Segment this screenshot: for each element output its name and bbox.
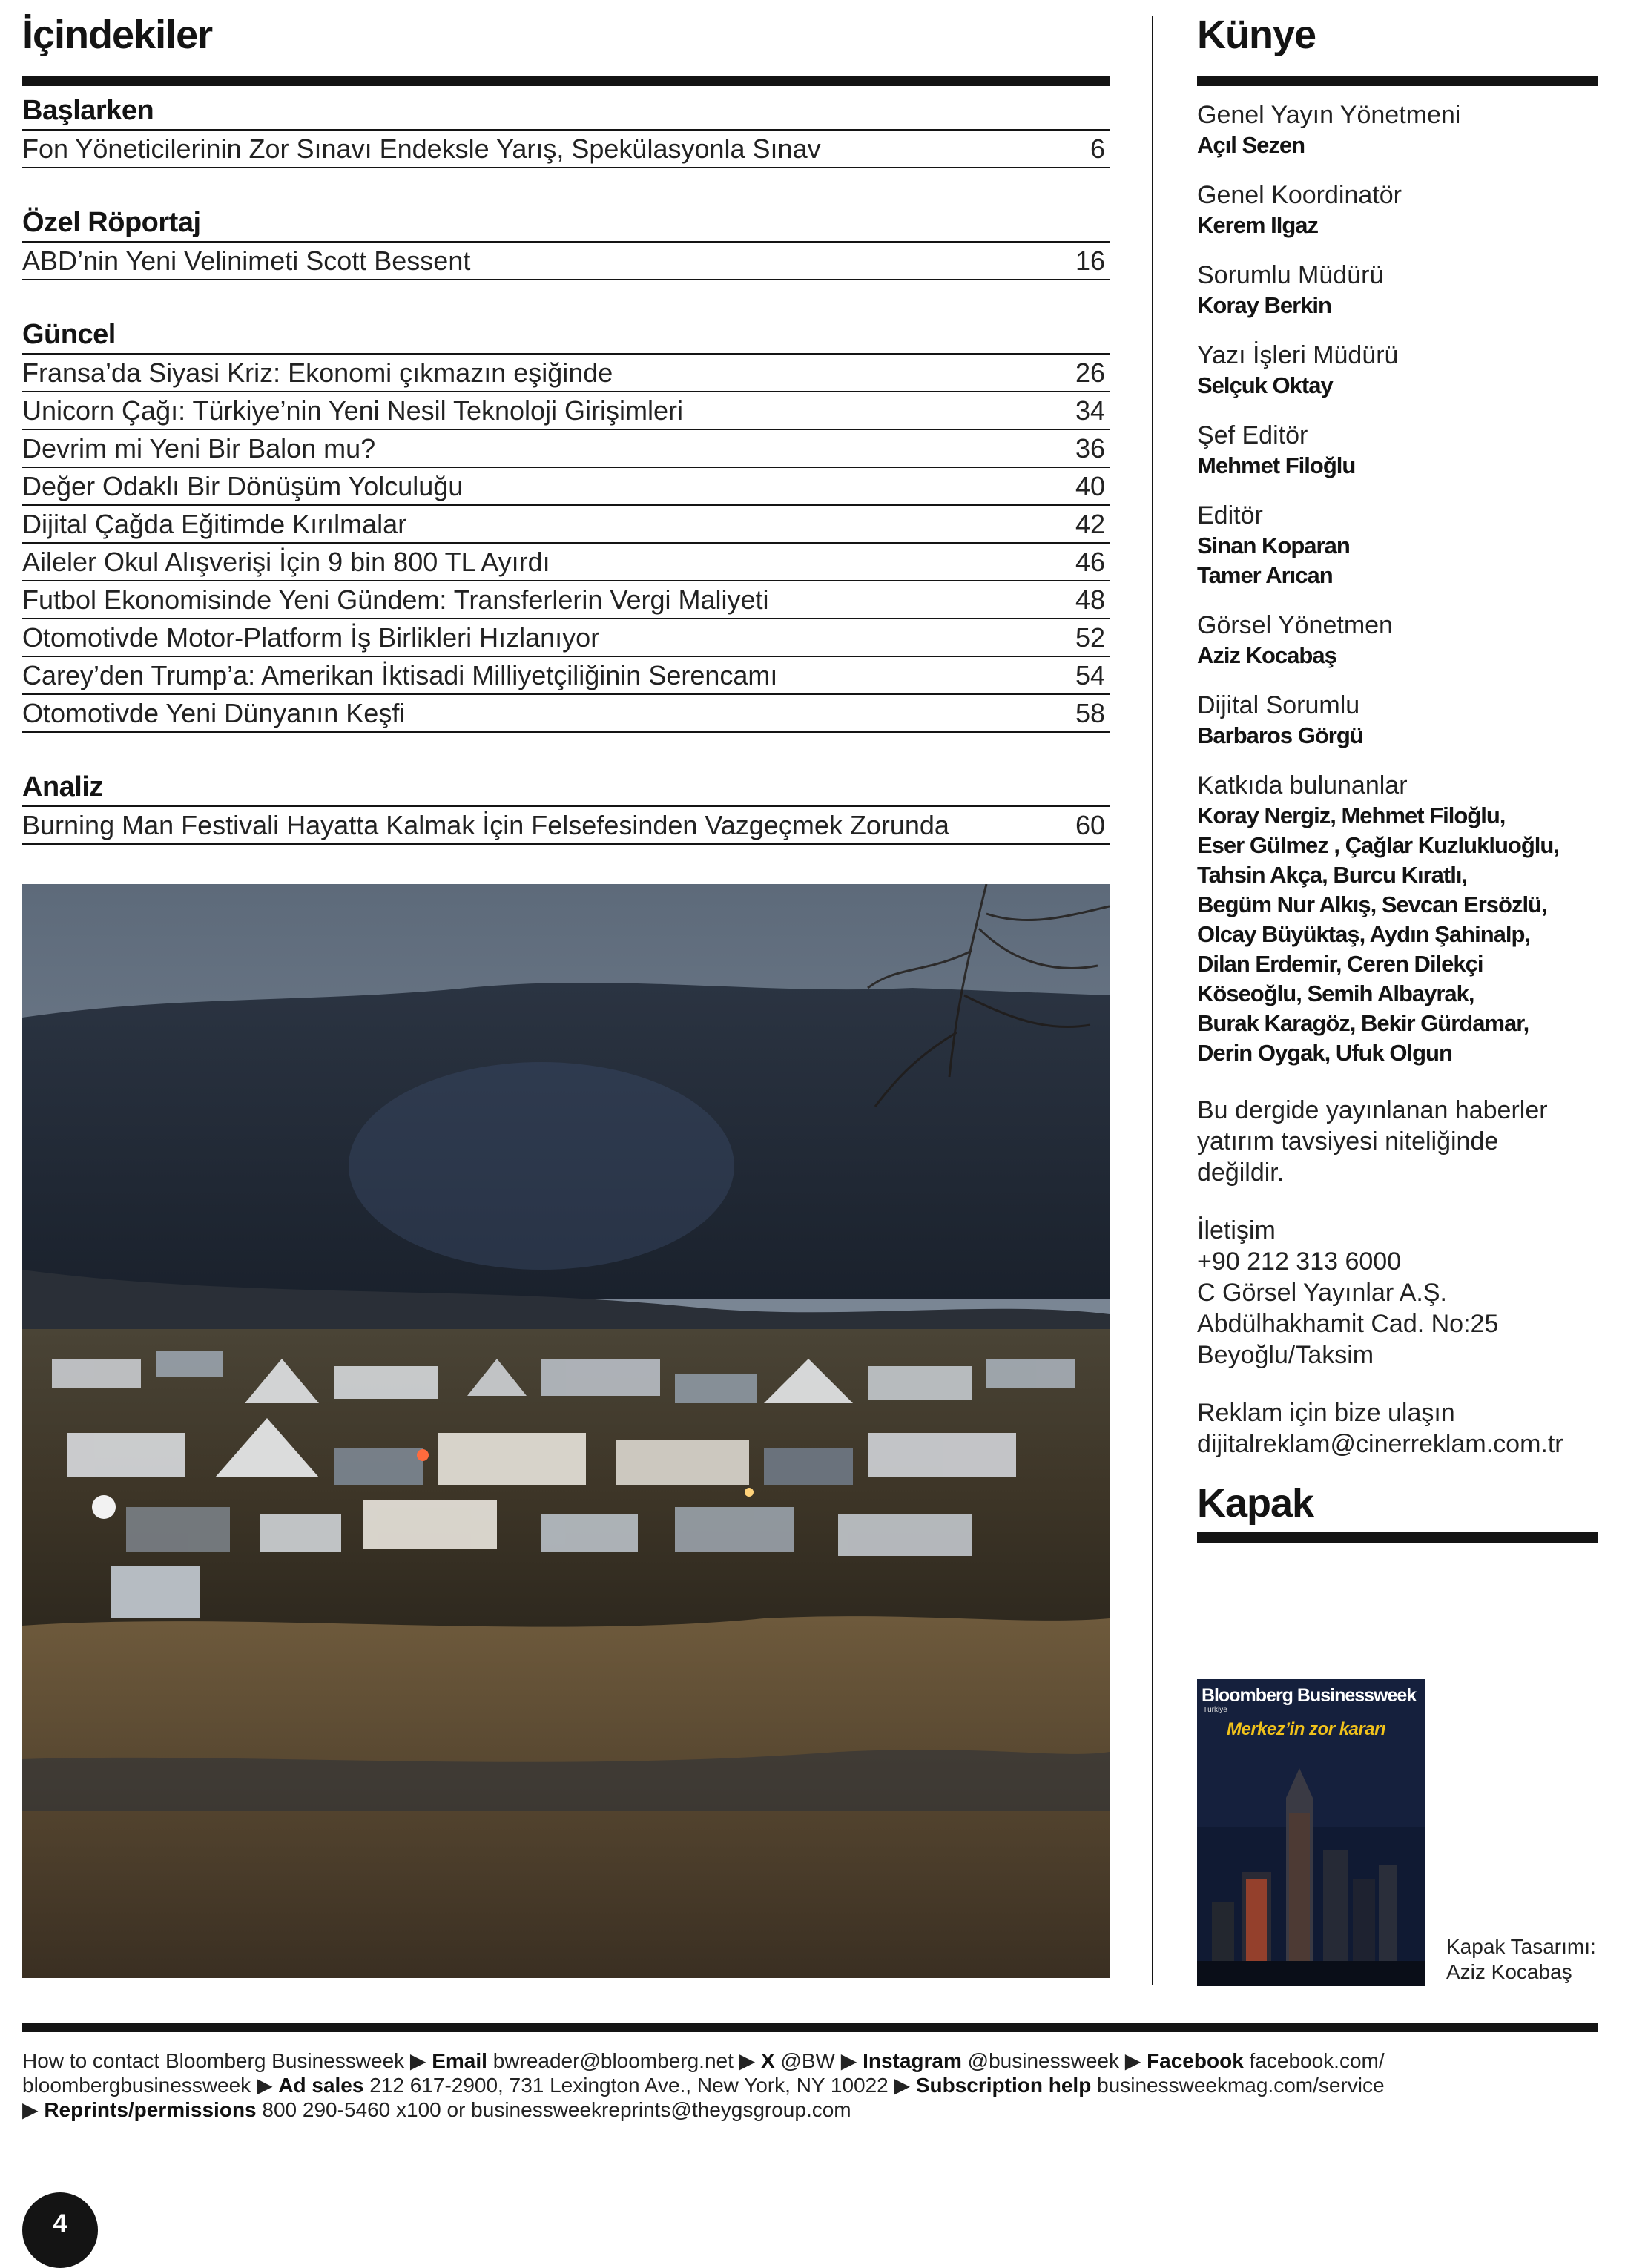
toc-section-heading: Güncel: [22, 319, 116, 350]
toc-title: İçindekiler: [22, 13, 213, 57]
masthead-role: [1197, 610, 1598, 670]
footer-text: ▶: [22, 2098, 45, 2121]
masthead-person-name: Köseoğlu, Semih Albayrak,: [1197, 980, 1474, 1006]
contact-district: Beyoğlu/Taksim: [1197, 1341, 1374, 1369]
toc-entry-title: Değer Odaklı Bir Dönüşüm Yolculuğu: [22, 471, 464, 501]
cover-credit: [1446, 1934, 1596, 1985]
masthead-roles: [1197, 99, 1598, 1068]
footer-text: bloombergbusinessweek ▶: [22, 2074, 279, 2097]
masthead-role: [1197, 179, 1598, 240]
ad-contact-label: Reklam için bize ulaşın: [1197, 1399, 1455, 1427]
toc-entry[interactable]: [22, 467, 1110, 504]
masthead-column: [1197, 0, 1598, 1543]
toc-entry-page: 42: [1075, 509, 1105, 539]
toc-entry[interactable]: [22, 618, 1110, 656]
masthead-role: [1197, 500, 1598, 590]
masthead-person-name: Begüm Nur Alkış, Sevcan Ersözlü,: [1197, 891, 1547, 917]
footer-label: Facebook: [1147, 2049, 1244, 2072]
toc-entry-page: 26: [1075, 357, 1105, 388]
contact-heading: İletişim: [1197, 1216, 1276, 1245]
masthead-role-title: Genel Yayın Yönetmeni: [1197, 101, 1461, 129]
toc-section-end-rule: [22, 843, 1110, 845]
table-of-contents: [22, 0, 1110, 845]
masthead-role-title: Editör: [1197, 501, 1263, 530]
toc-entry-title: Aileler Okul Alışverişi İçin 9 bin 800 TL Ayırdı: [22, 547, 550, 577]
toc-entry[interactable]: [22, 805, 1110, 843]
toc-entry-title: Devrim mi Yeni Bir Balon mu?: [22, 433, 376, 464]
toc-entry-title: Otomotivde Yeni Dünyanın Keşfi: [22, 698, 406, 728]
masthead-role: [1197, 260, 1598, 320]
contact-info: [1197, 1215, 1598, 1371]
footer-text: facebook.com/: [1243, 2049, 1385, 2072]
footer-text: 212 617-2900, 731 Lexington Ave., New York, NY 10022 ▶: [363, 2074, 916, 2097]
toc-section-heading: Özel Röportaj: [22, 207, 201, 238]
masthead-person-name: Dilan Erdemir, Ceren Dilekçi: [1197, 951, 1483, 977]
toc-entry-title: Futbol Ekonomisinde Yeni Gündem: Transferlerin Vergi Maliyeti: [22, 584, 769, 615]
masthead-role-title: Dijital Sorumlu: [1197, 691, 1360, 719]
footer-line: [22, 2097, 1598, 2122]
masthead-person-name: Tahsin Akça, Burcu Kıratlı,: [1197, 862, 1468, 888]
toc-section-heading: Analiz: [22, 771, 103, 802]
masthead-title-rule: [1197, 76, 1598, 86]
ad-contact: [1197, 1397, 1598, 1460]
toc-entry-title: Unicorn Çağı: Türkiye’nin Yeni Nesil Teknoloji Girişimleri: [22, 395, 684, 426]
toc-entry-page: 46: [1075, 547, 1105, 577]
toc-entry[interactable]: [22, 693, 1110, 731]
footer-label: Instagram: [863, 2049, 962, 2072]
toc-entry-title: ABD’nin Yeni Velinimeti Scott Bessent: [22, 245, 471, 276]
toc-entry[interactable]: [22, 391, 1110, 429]
contact-phone: +90 212 313 6000: [1197, 1247, 1402, 1276]
masthead-title: Künye: [1197, 13, 1316, 57]
toc-entry[interactable]: [22, 542, 1110, 580]
masthead-role-title: Şef Editör: [1197, 421, 1308, 449]
cover-title-rule: [1197, 1532, 1598, 1543]
festival-campsite-photo: [22, 884, 1110, 1978]
footer-line: [22, 2073, 1598, 2097]
cover-credit-name: Aziz Kocabaş: [1446, 1960, 1572, 1983]
masthead-role: [1197, 340, 1598, 400]
footer-rule: [22, 2023, 1598, 2032]
footer-text: @BW ▶: [774, 2049, 863, 2072]
footer-line: [22, 2048, 1598, 2073]
toc-sections: [22, 92, 1110, 845]
footer-label: Subscription help: [915, 2074, 1092, 2097]
masthead-person-name: Selçuk Oktay: [1197, 372, 1333, 398]
masthead-person-name: Koray Berkin: [1197, 292, 1331, 318]
toc-entry-page: 34: [1075, 395, 1105, 426]
masthead-role: [1197, 99, 1598, 160]
masthead-person-name: Koray Nergiz, Mehmet Filoğlu,: [1197, 802, 1506, 828]
toc-entry-page: 52: [1075, 622, 1105, 653]
masthead-person-name: Açıl Sezen: [1197, 132, 1305, 158]
toc-entry-page: 16: [1075, 245, 1105, 276]
masthead-person-name: Tamer Arıcan: [1197, 562, 1333, 588]
masthead-person-name: Eser Gülmez , Çağlar Kuzlukluoğlu,: [1197, 832, 1559, 858]
disclaimer-line: yatırım tavsiyesi niteliğinde: [1197, 1127, 1499, 1156]
masthead-person-name: Burak Karagöz, Bekir Gürdamar,: [1197, 1010, 1529, 1036]
footer-text: bwreader@bloomberg.net ▶: [487, 2049, 761, 2072]
toc-entry-page: 54: [1075, 660, 1105, 690]
toc-entry-title: Otomotivde Motor-Platform İş Birlikleri Hızlanıyor: [22, 622, 600, 653]
contact-footer: [22, 2048, 1598, 2122]
cover-credit-label: Kapak Tasarımı:: [1446, 1935, 1596, 1958]
masthead-person-name: Olcay Büyüktaş, Aydın Şahinalp,: [1197, 921, 1531, 947]
footer-label: Email: [432, 2049, 487, 2072]
masthead-role-title: Genel Koordinatör: [1197, 181, 1402, 209]
contact-company: C Görsel Yayınlar A.Ş.: [1197, 1279, 1447, 1307]
masthead-role: [1197, 690, 1598, 751]
footer-text: businessweekmag.com/service: [1091, 2074, 1385, 2097]
page-number: 4: [22, 2192, 98, 2268]
masthead-person-name: Derin Oygak, Ufuk Olgun: [1197, 1040, 1452, 1066]
masthead-person-name: Aziz Kocabaş: [1197, 642, 1336, 668]
cover-section-title: Kapak: [1197, 1481, 1314, 1526]
cover-headline: Merkez’in zor kararı: [1227, 1719, 1386, 1739]
masthead-role: [1197, 420, 1598, 481]
toc-entry-page: 60: [1075, 810, 1105, 840]
toc-entry-title: Fransa’da Siyasi Kriz: Ekonomi çıkmazın eşiğinde: [22, 357, 613, 388]
masthead-role: [1197, 770, 1598, 1068]
toc-entry[interactable]: [22, 353, 1110, 391]
toc-entry-page: 58: [1075, 698, 1105, 728]
footer-label: X: [760, 2049, 775, 2072]
masthead-person-name: Mehmet Filoğlu: [1197, 452, 1356, 478]
cover-brand: Bloomberg Businessweek: [1202, 1685, 1417, 1706]
toc-entry-title: Carey’den Trump’a: Amerikan İktisadi Milliyetçiliğinin Serencamı: [22, 660, 778, 690]
toc-entry-title: Dijital Çağda Eğitimde Kırılmalar: [22, 509, 407, 539]
toc-entry-page: 6: [1090, 133, 1105, 164]
toc-section-heading: Başlarken: [22, 95, 154, 126]
masthead-person-name: Sinan Koparan: [1197, 533, 1350, 558]
toc-entry[interactable]: [22, 129, 1110, 167]
masthead-person-name: Barbaros Görgü: [1197, 722, 1363, 748]
toc-entry[interactable]: [22, 656, 1110, 693]
magazine-cover-thumbnail: [1197, 1679, 1425, 1986]
section-gap: [22, 733, 1110, 768]
disclaimer-line: Bu dergide yayınlanan haberler: [1197, 1096, 1548, 1124]
ad-contact-email[interactable]: dijitalreklam@cinerreklam.com.tr: [1197, 1430, 1563, 1458]
disclaimer: [1197, 1095, 1598, 1188]
toc-entry[interactable]: [22, 580, 1110, 618]
toc-entry-page: 40: [1075, 471, 1105, 501]
toc-entry[interactable]: [22, 241, 1110, 279]
masthead-person-name: Kerem Ilgaz: [1197, 212, 1319, 238]
footer-text: 800 290-5460 x100 or businessweekreprints@theygsgroup.com: [256, 2098, 851, 2121]
masthead-role-title: Yazı İşleri Müdürü: [1197, 341, 1399, 369]
footer-text: How to contact Bloomberg Businessweek ▶: [22, 2049, 432, 2072]
masthead-role-title: Katkıda bulunanlar: [1197, 771, 1408, 800]
masthead-role-title: Sorumlu Müdürü: [1197, 261, 1384, 289]
footer-label: Reprints/permissions: [44, 2098, 257, 2121]
column-divider: [1152, 16, 1153, 1985]
footer-label: Ad sales: [278, 2074, 364, 2097]
section-gap: [22, 168, 1110, 204]
toc-entry-page: 48: [1075, 584, 1105, 615]
toc-entry[interactable]: [22, 429, 1110, 467]
cover-edition: Türkiye: [1203, 1706, 1227, 1714]
toc-entry-page: 36: [1075, 433, 1105, 464]
toc-entry-title: Burning Man Festivali Hayatta Kalmak İçin Felsefesinden Vazgeçmek Zorunda: [22, 810, 949, 840]
disclaimer-line: değildir.: [1197, 1158, 1285, 1187]
section-gap: [22, 280, 1110, 316]
toc-entry[interactable]: [22, 504, 1110, 542]
toc-title-rule: [22, 76, 1110, 86]
masthead-role-title: Görsel Yönetmen: [1197, 611, 1393, 639]
toc-entry-title: Fon Yöneticilerinin Zor Sınavı Endeksle Yarış, Spekülasyonla Sınav: [22, 133, 821, 164]
contact-address: Abdülhakhamit Cad. No:25: [1197, 1310, 1499, 1338]
footer-text: @businessweek ▶: [961, 2049, 1147, 2072]
